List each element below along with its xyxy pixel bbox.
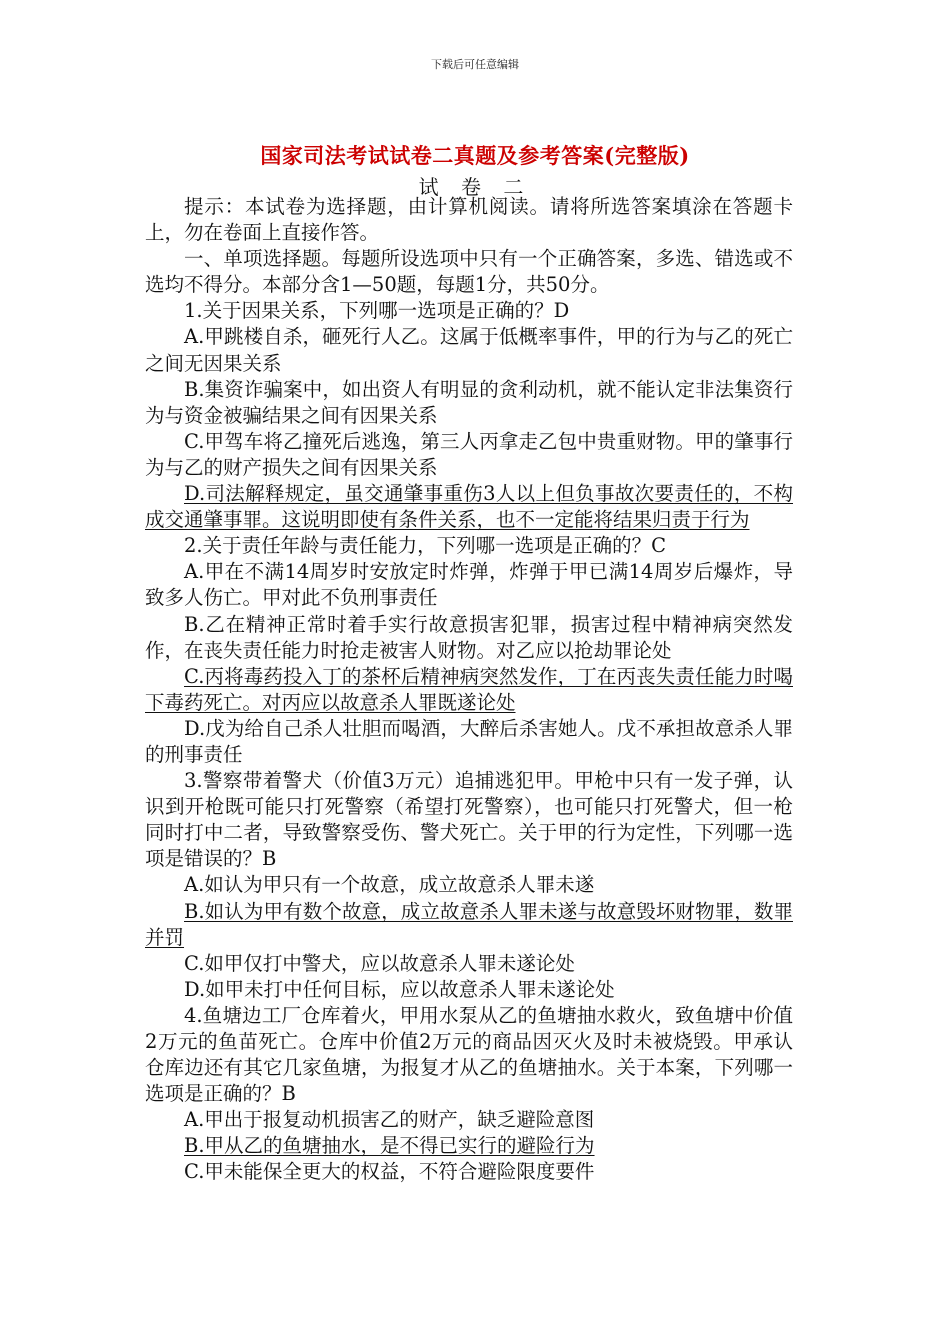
- question-4-option-c: C.甲未能保全更大的权益，不符合避险限度要件: [184, 1160, 595, 1184]
- question-3-option-b-answer: B.如认为甲有数个故意，成立故意杀人罪未遂与故意毁坏财物罪，数罪并罚: [145, 899, 793, 949]
- question-2-option-b: B.乙在精神正常时着手实行故意损害犯罪，损害过程中精神病突然发作，在丧失责任能力时抢走被害人财物。对乙应以抢劫罪论处: [145, 612, 793, 662]
- question-3-option-d: D.如甲未打中任何目标，应以故意杀人罪未遂论处: [184, 977, 615, 1001]
- question-3-option-c: C.如甲仅打中警犬，应以故意杀人罪未遂论处: [184, 951, 575, 975]
- question-3-option-a: A.如认为甲只有一个故意，成立故意杀人罪未遂: [184, 873, 595, 897]
- question-2-option-c-answer: C.丙将毒药投入丁的茶杯后精神病突然发作，丁在丙丧失责任能力时喝下毒药死亡。对丙应以故意杀人罪既遂论处: [145, 664, 793, 714]
- document-body: [145, 194, 793, 1186]
- question-2: 2.关于责任年龄与责任能力，下列哪一选项是正确的？C: [184, 534, 667, 558]
- question-3: 3.警察带着警犬（价值3万元）追捕逃犯甲。甲枪中只有一发子弹，认识到开枪既可能只打死警察（希望打死警察），也可能只打死警犬，但一枪同时打中二者，导致警察受伤、警犬死亡。关于甲的行为定性，下列哪一选项是错误的？B: [145, 769, 793, 871]
- question-4-option-b-answer: B.甲从乙的鱼塘抽水，是不得已实行的避险行为: [184, 1134, 595, 1158]
- question-4: 4.鱼塘边工厂仓库着火，甲用水泵从乙的鱼塘抽水救火，致鱼塘中价值2万元的鱼苗死亡。仓库中价值2万元的商品因灭火及时未被烧毁。甲承认仓库边还有其它几家鱼塘，为报复才从乙的鱼塘抽水。关于本案，下列哪一选项是正确的？B: [145, 1003, 793, 1106]
- document-title: 国家司法考试试卷二真题及参考答案(完整版): [260, 143, 690, 168]
- question-1-option-c: C.甲驾车将乙撞死后逃逸，第三人丙拿走乙包中贵重财物。甲的肇事行为与乙的财产损失之间有因果关系: [145, 429, 793, 479]
- section-heading: 一、单项选择题。每题所设选项中只有一个正确答案，多选、错选或不选均不得分。本部分含1—50题，每题1分，共50分。: [145, 247, 793, 297]
- question-1-option-a: A.甲跳楼自杀，砸死行人乙。这属于低概率事件，甲的行为与乙的死亡之间无因果关系: [145, 325, 793, 375]
- question-1-option-d-answer: D.司法解释规定，虽交通肇事重伤3人以上但负事故次要责任的，不构成交通肇事罪。这说明即使有条件关系，也不一定能将结果归责于行为: [145, 482, 793, 532]
- notice-paragraph: 提示：本试卷为选择题，由计算机阅读。请将所选答案填涂在答题卡上，勿在卷面上直接作答。: [145, 195, 793, 245]
- question-4-option-a: A.甲出于报复动机损害乙的财产，缺乏避险意图: [184, 1108, 595, 1132]
- header-note: 下载后可任意编辑: [431, 58, 519, 71]
- question-2-option-a: A.甲在不满14周岁时安放定时炸弹，炸弹于甲已满14周岁后爆炸，导致多人伤亡。甲对此不负刑事责任: [145, 560, 793, 610]
- question-1-option-b: B.集资诈骗案中，如出资人有明显的贪利动机，就不能认定非法集资行为与资金被骗结果之间有因果关系: [145, 377, 793, 427]
- document-subtitle: 试 卷 二: [418, 175, 532, 199]
- question-2-option-d: D.戊为给自己杀人壮胆而喝酒，大醉后杀害她人。戊不承担故意杀人罪的刑事责任: [145, 716, 793, 766]
- question-1: 1.关于因果关系，下列哪一选项是正确的？D: [184, 299, 570, 323]
